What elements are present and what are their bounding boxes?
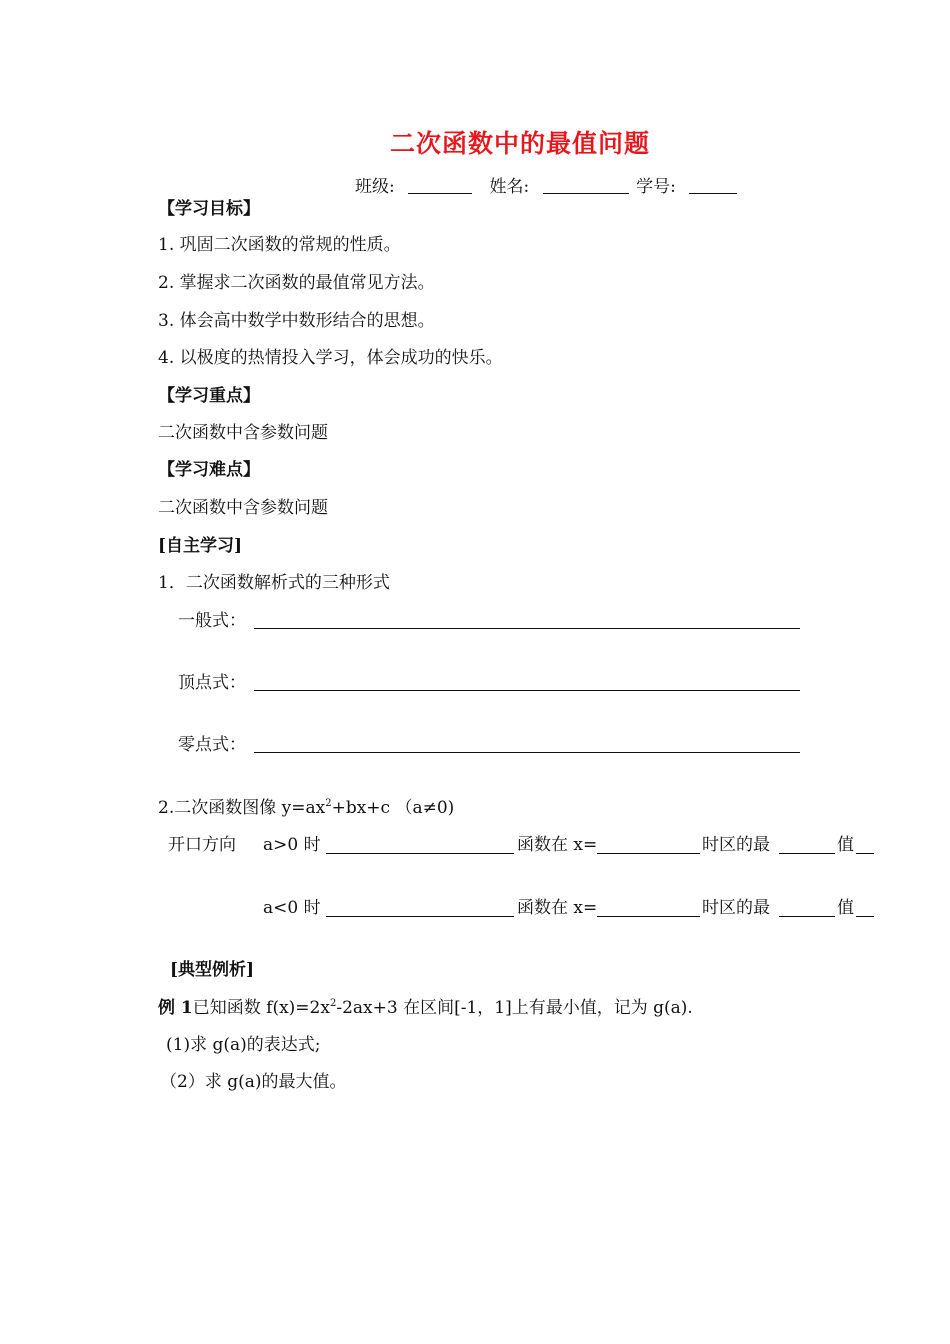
example-text-a: 已知函数 f(x)=2x: [192, 998, 330, 1018]
cond-a-negative: a<0 时: [263, 898, 321, 918]
direction-blank-negative[interactable]: [326, 916, 514, 917]
extreme-blank-negative[interactable]: [779, 916, 835, 917]
goal-item: 1. 巩固二次函数的常规的性质。: [158, 235, 401, 255]
form-label-general: 一般式：: [178, 611, 246, 631]
key-heading: 【学习重点】: [158, 386, 260, 406]
goal-item: 4. 以极度的热情投入学习，体会成功的快乐。: [158, 348, 503, 368]
example-1: [158, 1000, 693, 1017]
cond-a-positive: a>0 时: [263, 835, 321, 855]
class-label: 班级:: [355, 177, 395, 197]
key-text: 二次函数中含参数问题: [158, 423, 328, 443]
direction-blank-positive[interactable]: [326, 853, 514, 854]
difficulty-heading: 【学习难点】: [158, 460, 260, 480]
examples-heading: [典型例析]: [170, 960, 255, 980]
x-blank-negative[interactable]: [597, 916, 700, 917]
area-max-label: 时区的最: [702, 835, 770, 855]
vertex-form-blank[interactable]: [254, 690, 800, 691]
form-label-zero: 零点式：: [178, 735, 246, 755]
self-study-heading: [自主学习]: [158, 536, 243, 556]
example-exponent: 2: [329, 998, 337, 1009]
open-direction-label: 开口方向: [168, 835, 236, 855]
extreme-blank-positive[interactable]: [779, 853, 835, 854]
form-label-vertex: 顶点式：: [178, 673, 246, 693]
general-form-blank[interactable]: [254, 628, 800, 629]
q2-exponent: 2: [325, 798, 332, 809]
func-at-label: 函数在 x=: [517, 835, 598, 855]
example-text-b: -2ax+3 在区间[-1，1]上有最小值，记为 g(a).: [336, 998, 693, 1018]
difficulty-text: 二次函数中含参数问题: [158, 498, 328, 518]
example-sub-2: （2）求 g(a)的最大值。: [160, 1072, 347, 1092]
goals-heading: 【学习目标】: [158, 199, 260, 219]
value-label: 值: [837, 835, 854, 855]
student-info-row: [355, 177, 737, 196]
id-field[interactable]: [689, 177, 737, 194]
page-title: 二次函数中的最值问题: [389, 129, 650, 158]
func-at-label: 函数在 x=: [517, 898, 598, 918]
value-blank-positive[interactable]: [856, 853, 874, 854]
name-label: 姓名:: [489, 177, 530, 197]
zero-form-blank[interactable]: [254, 752, 800, 753]
area-max-label: 时区的最: [702, 898, 770, 918]
q2-suffix: +bx+c （a≠0): [331, 798, 455, 818]
question-1: 1．二次函数解析式的三种形式: [158, 573, 390, 593]
value-blank-negative[interactable]: [856, 916, 874, 917]
example-label: 例 1: [158, 998, 193, 1018]
name-field[interactable]: [543, 177, 629, 194]
goal-item: 2. 掌握求二次函数的最值常见方法。: [158, 273, 435, 293]
goal-item: 3. 体会高中数学中数形结合的思想。: [158, 311, 435, 331]
q2-prefix: 2.二次函数图像 y=ax: [158, 798, 326, 818]
value-label: 值: [837, 898, 854, 918]
example-sub-1: (1)求 g(a)的表达式;: [166, 1035, 321, 1055]
x-blank-positive[interactable]: [597, 853, 700, 854]
class-field[interactable]: [408, 177, 472, 194]
question-2: [158, 800, 454, 817]
id-label: 学号:: [636, 177, 676, 197]
